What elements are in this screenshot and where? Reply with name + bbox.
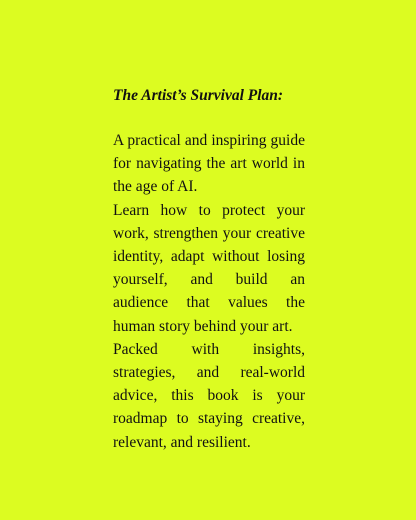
paragraph-packed: Packed with insights, strategies, and real-world advice, this book is your roadmap to staying creative, relevant, and resilient. (113, 340, 305, 451)
paragraph-learn: Learn how to protect your work, strengthen your creative identity, adapt without losing yourself, and build an audience that values the human story behind your art. (113, 201, 305, 335)
book-title: The Artist’s Survival Plan: (113, 87, 284, 104)
paragraph-intro: A practical and inspiring guide for navigating the art world in the age of AI. (113, 132, 305, 196)
blurb-text-block (113, 85, 305, 454)
